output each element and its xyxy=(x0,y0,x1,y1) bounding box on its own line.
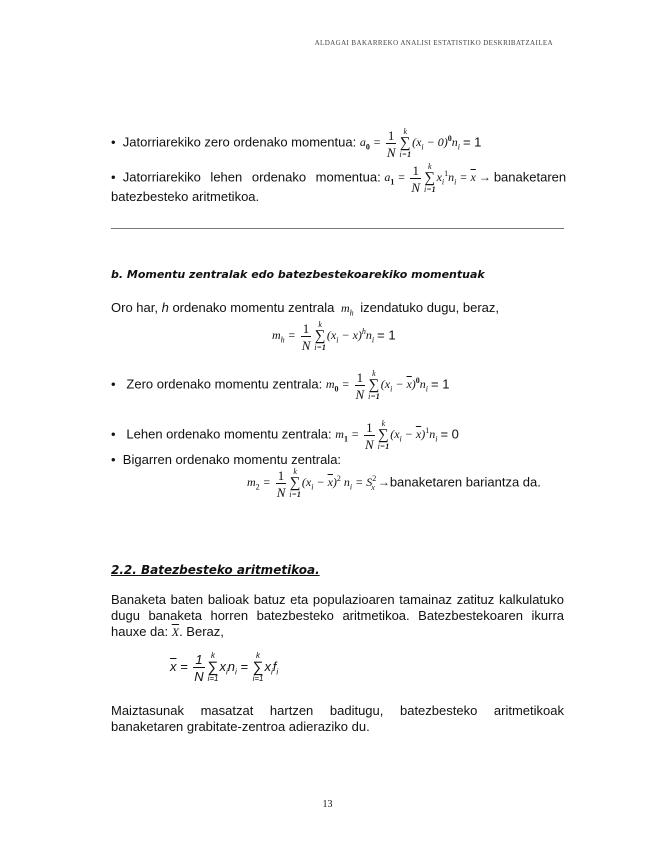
bullet-zero-moment xyxy=(111,128,481,159)
bullet-label: Jatorriarekiko zero ordenako momentua: xyxy=(122,134,357,150)
paragraph-text-end: . Beraz, xyxy=(179,624,224,639)
bullet-dot: • xyxy=(111,426,123,442)
section-b-intro xyxy=(111,300,499,317)
formula-a0-result: = 1 xyxy=(462,134,482,150)
formula-m0-result: = 1 xyxy=(431,376,450,392)
bullet-central-zero xyxy=(111,370,449,401)
bullet-dot: • xyxy=(111,169,120,185)
formula-m1-result: = 0 xyxy=(440,426,459,442)
bullet-label: Lehen ordenako momentu zentrala: xyxy=(126,426,332,442)
section-b-heading: b. Momentu zentralak edo batezbestekoarekiko momentuak xyxy=(111,268,485,281)
running-header: ALDAGAI BAKARREKO ANALISI ESTATISTIKO DESKRIBATZAILEA xyxy=(314,39,553,47)
intro-text-2: ordenako momentu zentrala xyxy=(172,300,335,315)
symbol-xbar: $\overline{X}$ xyxy=(171,625,180,639)
formula-a1-result: banaketaren xyxy=(493,169,567,185)
bullet-central-second xyxy=(111,452,341,467)
section-2-2-heading: 2.2. Batezbesteko aritmetikoa. xyxy=(111,563,320,577)
bullet-label: Jatorriarekiko lehen ordenako momentua: xyxy=(122,169,381,185)
intro-h: h xyxy=(161,300,169,315)
paragraph-center-of-gravity: Maiztasunak masatzat hartzen baditugu, batezbesteko aritmetikoak banaketaren grabitate-zentroa adieraziko du. xyxy=(111,703,564,734)
formula-a0: $a_0$ = $\frac{1}{N}$ k ∑ i=1 $(x_i - 0)^0n_i$ xyxy=(359,127,460,160)
bullet-label: Zero ordenako momentu zentrala: xyxy=(126,376,323,392)
page-number: 13 xyxy=(322,799,333,810)
formula-m2-result: banaketaren bariantza da. xyxy=(389,474,541,490)
formula-m1: $m_1$ = $\frac{1}{N}$ k ∑ i=1 $(x_i - \overline{x})^1n_i$ xyxy=(335,419,438,452)
bullet-dot: • xyxy=(111,134,120,150)
formula-m0: $m_0$ = $\frac{1}{N}$ k ∑ i=1 $(x_i - \overline{x})^0n_i$ xyxy=(325,369,429,402)
bullet-continuation: batezbesteko aritmetikoa. xyxy=(111,189,260,204)
paragraph-mean-definition xyxy=(111,592,564,640)
formula-mh-result: = 1 xyxy=(377,327,396,343)
bullet-dot: • xyxy=(111,376,123,392)
symbol-mh: $m_h$ xyxy=(340,301,354,318)
paragraph-text: Banaketa baten balioak batuz eta populazioaren tamainaz zatituz kalkulatuko dugu banaketa horren batezbesteko aritmetikoa. Batezbestekoaren ikurra hauxe da: xyxy=(111,592,564,639)
bullet-label: Bigarren ordenako momentu zentrala: xyxy=(122,452,342,467)
formula-a1: $a_1$ = $\frac{1}{N}$ k ∑ i=1 $x_i^1n_i = \overline{x}$ → xyxy=(384,162,491,195)
formula-mh: $m_h$ = $\frac{1}{N}$ k ∑ i=1 $(x_i - x)^hn_i = 1$ xyxy=(272,320,396,353)
formula-mean: $\overline{x}$ = $\frac{1}{N}$ k ∑ i=1 $x_in_i$ = k ∑ i=1 $x_if_i$ xyxy=(170,651,279,684)
intro-text-3: izendatuko dugu, beraz, xyxy=(360,300,500,315)
intro-text-1: Oro har, xyxy=(111,300,158,315)
bullet-dot: • xyxy=(111,452,120,467)
horizontal-divider xyxy=(111,228,564,229)
bullet-central-first xyxy=(111,420,459,451)
formula-m2: $m_2$ = $\frac{1}{N}$ k ∑ i=1 $(x_i - \overline{x})^2$ $n_i = S^2_x$ →banaketaren bariantza da. xyxy=(247,467,541,500)
